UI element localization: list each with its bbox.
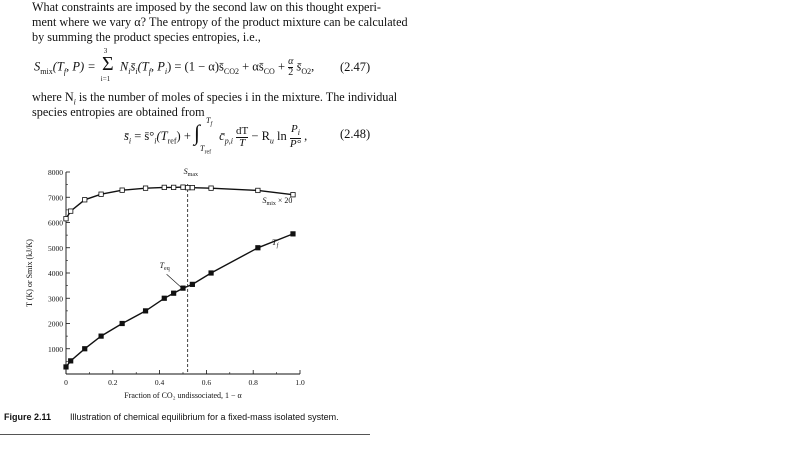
teq-label: $T_{eq}$ (159, 260, 170, 272)
y-tick-label: 3000 (48, 294, 63, 304)
y-tick-label: 2000 (48, 319, 63, 329)
data-point (256, 188, 260, 192)
x-tick-label: 1.0 (295, 378, 305, 387)
x-tick-label: 0 (64, 378, 68, 387)
data-point (209, 271, 213, 275)
data-point (190, 185, 194, 189)
data-point (83, 198, 87, 202)
data-point (120, 188, 124, 192)
y-tick-label: 8000 (48, 168, 63, 177)
data-point (209, 186, 213, 190)
x-tick-label: 0.2 (108, 378, 118, 387)
data-point (181, 185, 185, 189)
data-point (181, 286, 185, 290)
x-tick-label: 0.8 (248, 378, 258, 387)
data-point (291, 232, 295, 236)
paragraph-line-3: by summing the product species entropies, i.e., (32, 30, 261, 44)
equation-number-2-47: (2.47) (340, 60, 371, 74)
caption-rule (0, 434, 370, 435)
data-point (83, 347, 87, 351)
y-tick-label: 7000 (48, 193, 63, 203)
paragraph-line-1: What constraints are imposed by the second law on this thought experi- (32, 0, 381, 14)
y-tick-label: 4000 (48, 269, 63, 278)
paragraph-line-2: ment where we vary α? The entropy of the product mixture can be calculated (32, 15, 408, 29)
series-line-1 (66, 234, 293, 367)
teq-leader (167, 274, 181, 287)
data-point (162, 185, 166, 189)
data-point (171, 291, 175, 295)
y-axis-label: T (K) or Smix (kJ/K) (25, 239, 34, 307)
data-point (143, 186, 147, 190)
data-point (171, 185, 175, 189)
figure-caption: Illustration of chemical equilibrium for a fixed-mass isolated system. (70, 412, 339, 422)
equation-2-48: $s̄_i$ = $s̄^\circ_i(T_{ref})$ + ∫ $T_f$ $T_{ref}$ $c̄_{p,i}$ $\frac{dT}{T}$ − $R_u$ ln $\frac{P_i}{P^\circ}$ , (124, 115, 308, 156)
data-point (143, 309, 147, 313)
smax-label: $S_{max}$ (183, 167, 199, 178)
smix-series-label: $S_{mix} \times 20$ (262, 196, 293, 208)
figure-label: Figure 2.11 (4, 412, 52, 422)
data-point (185, 185, 189, 189)
data-point (256, 246, 260, 250)
data-point (68, 209, 72, 213)
x-tick-label: 0.6 (201, 378, 212, 387)
data-point (68, 359, 72, 363)
x-tick-label: 0.4 (154, 378, 165, 387)
tf-series-label: $T_f$ (271, 237, 279, 250)
data-point (120, 321, 124, 325)
x-axis-label: Fraction of CO₂ undissociated, 1 − α (124, 391, 242, 400)
equation-number-2-48: (2.48) (340, 127, 371, 141)
data-point (99, 334, 103, 338)
y-tick-label: 6000 (48, 218, 63, 228)
data-point (99, 192, 103, 196)
paragraph2-line-1: where $N_i$ is the number of moles of species i in the mixture. The individual (32, 90, 398, 107)
data-point (190, 282, 194, 286)
y-tick-label: 1000 (48, 344, 63, 354)
equilibrium-chart (0, 160, 380, 408)
data-point (64, 217, 68, 221)
equation-2-47: $S_{mix}(T_f$, P) = 3 Σ i=1 $N_is̄_i(T_f$, $P_i) = (1$ − $\alpha)s̄_{CO2}$ + $\alpha s̄_{CO}$ + $\frac{\alpha}{2}$ $s̄_{O2}$, (34, 47, 315, 84)
data-point (162, 296, 166, 300)
y-tick-label: 5000 (48, 243, 63, 253)
paragraph2-line-2: species entropies are obtained from (32, 105, 205, 119)
data-point (64, 365, 68, 369)
